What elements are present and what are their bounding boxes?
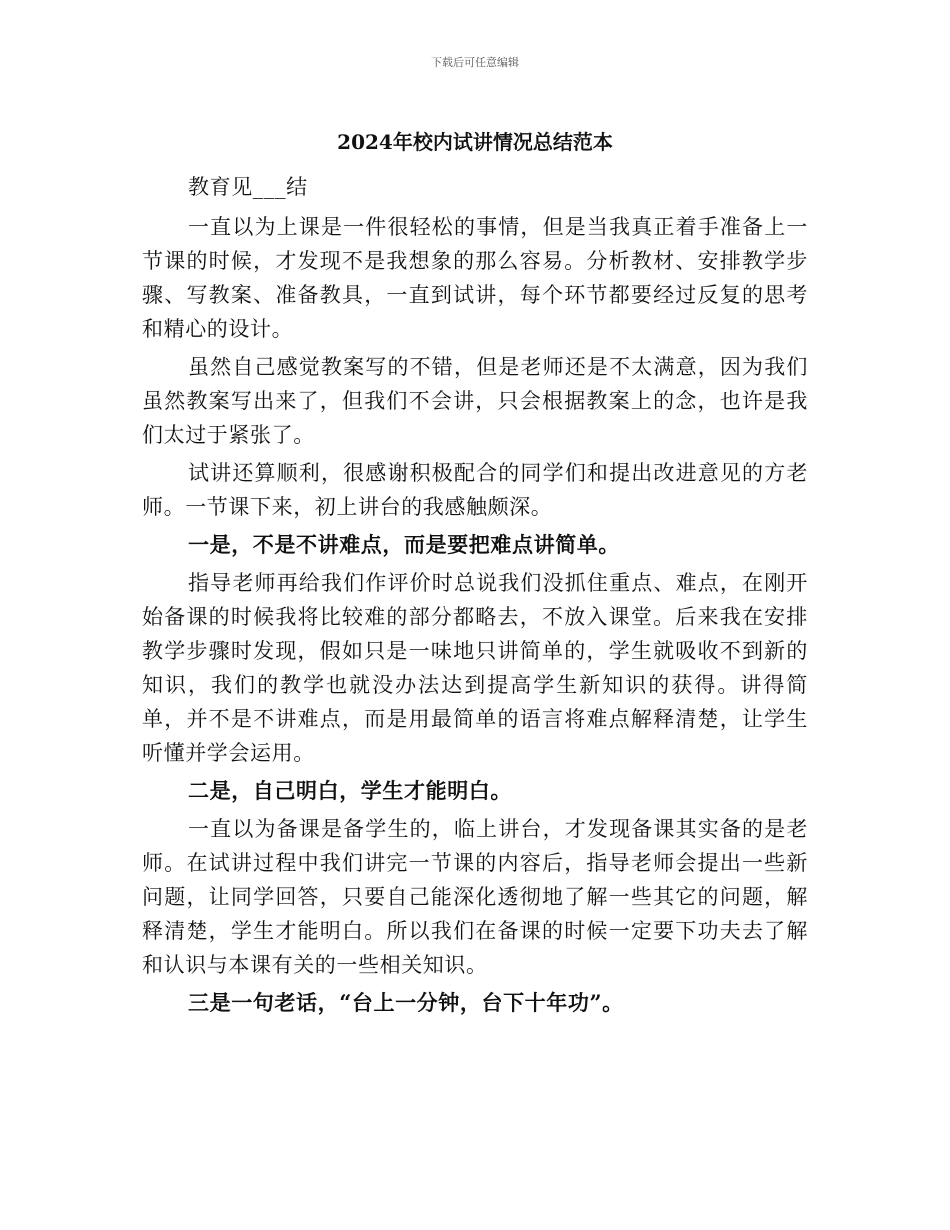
document-body bbox=[142, 170, 808, 1024]
document-title: 2024年校内试讲情况总结范本 bbox=[337, 130, 613, 154]
section-heading: 三是一句老话，“台上一分钟，台下十年功”。 bbox=[188, 990, 624, 1015]
body-paragraph: 试讲还算顺利，很感谢积极配合的同学们和提出改进意见的方老师。一节课下来，初上讲台的我感触颇深。 bbox=[142, 461, 808, 519]
body-paragraph: 一直以为备课是备学生的，临上讲台，才发现备课其实备的是老师。在试讲过程中我们讲完一节课的内容后，指导老师会提出一些新问题，让同学回答，只要自己能深化透彻地了解一些其它的问题，解释清楚，学生才能明白。所以我们在备课的时候一定要下功夫去了解和认识与本课有关的一些相关知识。 bbox=[142, 817, 808, 977]
section-heading: 二是，自己明白，学生才能明白。 bbox=[188, 778, 512, 803]
byline-paragraph: 教育见___结 bbox=[188, 175, 308, 199]
page-header: 下载后可任意编辑 bbox=[431, 56, 519, 69]
body-paragraph: 一直以为上课是一件很轻松的事情，但是当我真正着手准备上一节课的时候，才发现不是我想象的那么容易。分析教材、安排教学步骤、写教案、准备教具，一直到试讲，每个环节都要经过反复的思考和精心的设计。 bbox=[142, 215, 808, 341]
section-heading: 一是，不是不讲难点，而是要把难点讲简单。 bbox=[188, 532, 620, 557]
body-paragraph: 虽然自己感觉教案写的不错，但是老师还是不太满意，因为我们虽然教案写出来了，但我们不会讲，只会根据教案上的念，也许是我们太过于紧张了。 bbox=[142, 355, 808, 447]
body-paragraph: 指导老师再给我们作评价时总说我们没抓住重点、难点，在刚开始备课的时候我将比较难的部分都略去，不放入课堂。后来我在安排教学步骤时发现，假如只是一味地只讲简单的，学生就吸收不到新的知识，我们的教学也就没办法达到提高学生新知识的获得。讲得简单，并不是不讲难点，而是用最简单的语言将难点解释清楚，让学生听懂并学会运用。 bbox=[142, 571, 808, 765]
